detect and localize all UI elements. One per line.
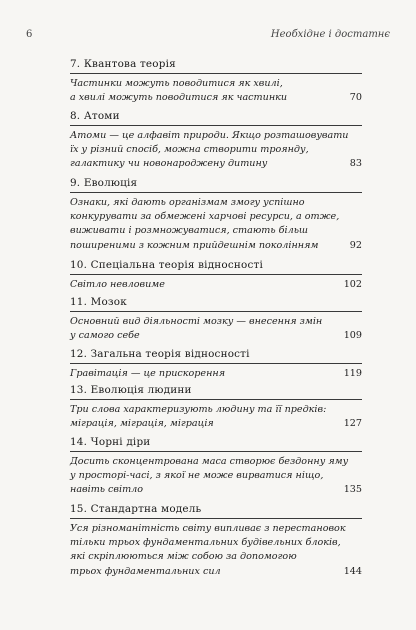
chapter-page-number: 70 bbox=[349, 92, 362, 104]
chapter-page-number: 144 bbox=[343, 565, 362, 577]
chapter-description-text: навіть світло bbox=[70, 484, 144, 496]
chapter-description-text: у просторі-часі, з якої не може вирватися ніщо, bbox=[70, 470, 324, 482]
chapter-page-number: 102 bbox=[343, 279, 362, 290]
chapter-title: 15. Стандартна модель bbox=[70, 503, 202, 515]
chapter-description-line bbox=[70, 565, 362, 579]
chapter-rule bbox=[70, 73, 362, 74]
chapter-description-line bbox=[70, 522, 362, 536]
chapter-description-text: трьох фундаментальних сил bbox=[70, 565, 221, 577]
chapter-description-text: їх у різний спосіб, можна створити троянду, bbox=[70, 144, 309, 156]
chapter-description-text: Атоми — це алфавіт природи. Якщо розташовувати bbox=[70, 130, 349, 141]
chapter-rule bbox=[70, 451, 362, 452]
chapter-page-number: 109 bbox=[343, 330, 362, 342]
page-number: 6 bbox=[26, 29, 33, 40]
toc-entry bbox=[70, 110, 362, 172]
chapter-title: 12. Загальна теорія відносності bbox=[70, 348, 250, 360]
chapter-page-number: 83 bbox=[349, 158, 362, 170]
chapter-rule bbox=[70, 518, 362, 519]
chapter-title: 8. Атоми bbox=[70, 110, 120, 122]
chapter-description-line bbox=[70, 157, 362, 171]
chapter-description-text: Три слова характеризують людину та її предків: bbox=[70, 404, 327, 415]
chapter-rule bbox=[70, 311, 362, 312]
chapter-description-line bbox=[70, 403, 362, 417]
toc-entry bbox=[70, 177, 362, 253]
chapter-title: 13. Еволюція людини bbox=[70, 384, 192, 396]
chapter-description-line bbox=[70, 329, 362, 343]
chapter-description-text: тільки трьох фундаментальних будівельних блоків, bbox=[70, 537, 341, 549]
chapter-description-line bbox=[70, 536, 362, 550]
chapter-rule bbox=[70, 192, 362, 193]
chapter-description-line bbox=[70, 77, 362, 91]
chapter-title: 14. Чорні діри bbox=[70, 436, 151, 448]
chapter-rule bbox=[70, 274, 362, 275]
chapter-description-line bbox=[70, 483, 362, 497]
chapter-description-text: Ознаки, які дають організмам змогу успішно bbox=[70, 197, 305, 208]
toc-entry bbox=[70, 384, 362, 431]
chapter-title: 11. Мозок bbox=[70, 296, 127, 308]
chapter-description-text: міграція, міграція, міграція bbox=[70, 418, 214, 430]
chapter-description-text: поширеними з кожним прийдешнім поколінням bbox=[70, 239, 319, 251]
chapter-description-line bbox=[70, 196, 362, 210]
chapter-description-text: а хвилі можуть поводитися як частинки bbox=[70, 92, 288, 104]
chapter-description-text: Світло невловиме bbox=[70, 279, 165, 290]
chapter-page-number: 92 bbox=[349, 239, 362, 251]
chapter-description-text: Гравітація — це прискорення bbox=[70, 368, 226, 379]
chapter-rule bbox=[70, 125, 362, 126]
chapter-description-line bbox=[70, 239, 362, 253]
toc-entry bbox=[70, 296, 362, 343]
chapter-rule bbox=[70, 399, 362, 400]
chapter-description-line bbox=[70, 278, 362, 292]
chapter-description-line bbox=[70, 469, 362, 483]
chapter-description-text: які скріплюються між собою за допомогою bbox=[70, 551, 297, 563]
chapter-description-text: виживати і розмножуватися, стають більш bbox=[70, 225, 309, 237]
chapter-description-line bbox=[70, 455, 362, 469]
chapter-description-line bbox=[70, 143, 362, 157]
toc-entry bbox=[70, 503, 362, 579]
chapter-page-number: 127 bbox=[343, 418, 362, 430]
chapter-description-text: Частинки можуть поводитися як хвилі, bbox=[70, 78, 283, 89]
chapter-description-text: Уся різноманітність світу випливає з перестановок bbox=[70, 523, 346, 534]
running-head bbox=[0, 28, 416, 42]
chapter-description-line bbox=[70, 550, 362, 564]
chapter-description-text: конкурувати за обмежені харчові ресурси, а отже, bbox=[70, 211, 340, 223]
chapter-page-number: 119 bbox=[343, 368, 362, 379]
chapter-description-line bbox=[70, 224, 362, 238]
chapter-description-line bbox=[70, 367, 362, 381]
chapter-page-number: 135 bbox=[343, 484, 362, 496]
running-head-title: Необхідне і достатнє bbox=[270, 29, 390, 40]
chapter-title: 7. Квантова теорія bbox=[70, 58, 176, 70]
chapter-description-line bbox=[70, 210, 362, 224]
chapter-description-text: у самого себе bbox=[70, 330, 140, 342]
chapter-description-line bbox=[70, 91, 362, 105]
toc-entry bbox=[70, 259, 362, 292]
toc-entry bbox=[70, 348, 362, 381]
chapter-rule bbox=[70, 363, 362, 364]
toc-entry bbox=[70, 436, 362, 498]
chapter-title: 10. Спеціальна теорія відносності bbox=[70, 259, 263, 271]
chapter-description-line bbox=[70, 315, 362, 329]
chapter-description-line bbox=[70, 129, 362, 143]
chapter-description-text: Основний вид діяльності мозку — внесення змін bbox=[70, 316, 323, 327]
chapter-description-line bbox=[70, 417, 362, 431]
chapter-description-text: Досить сконцентрована маса створює бездонну яму bbox=[70, 456, 349, 467]
chapter-title: 9. Еволюція bbox=[70, 177, 138, 189]
chapter-description-text: галактику чи новонароджену дитину bbox=[70, 158, 268, 170]
toc-entry bbox=[70, 58, 362, 105]
